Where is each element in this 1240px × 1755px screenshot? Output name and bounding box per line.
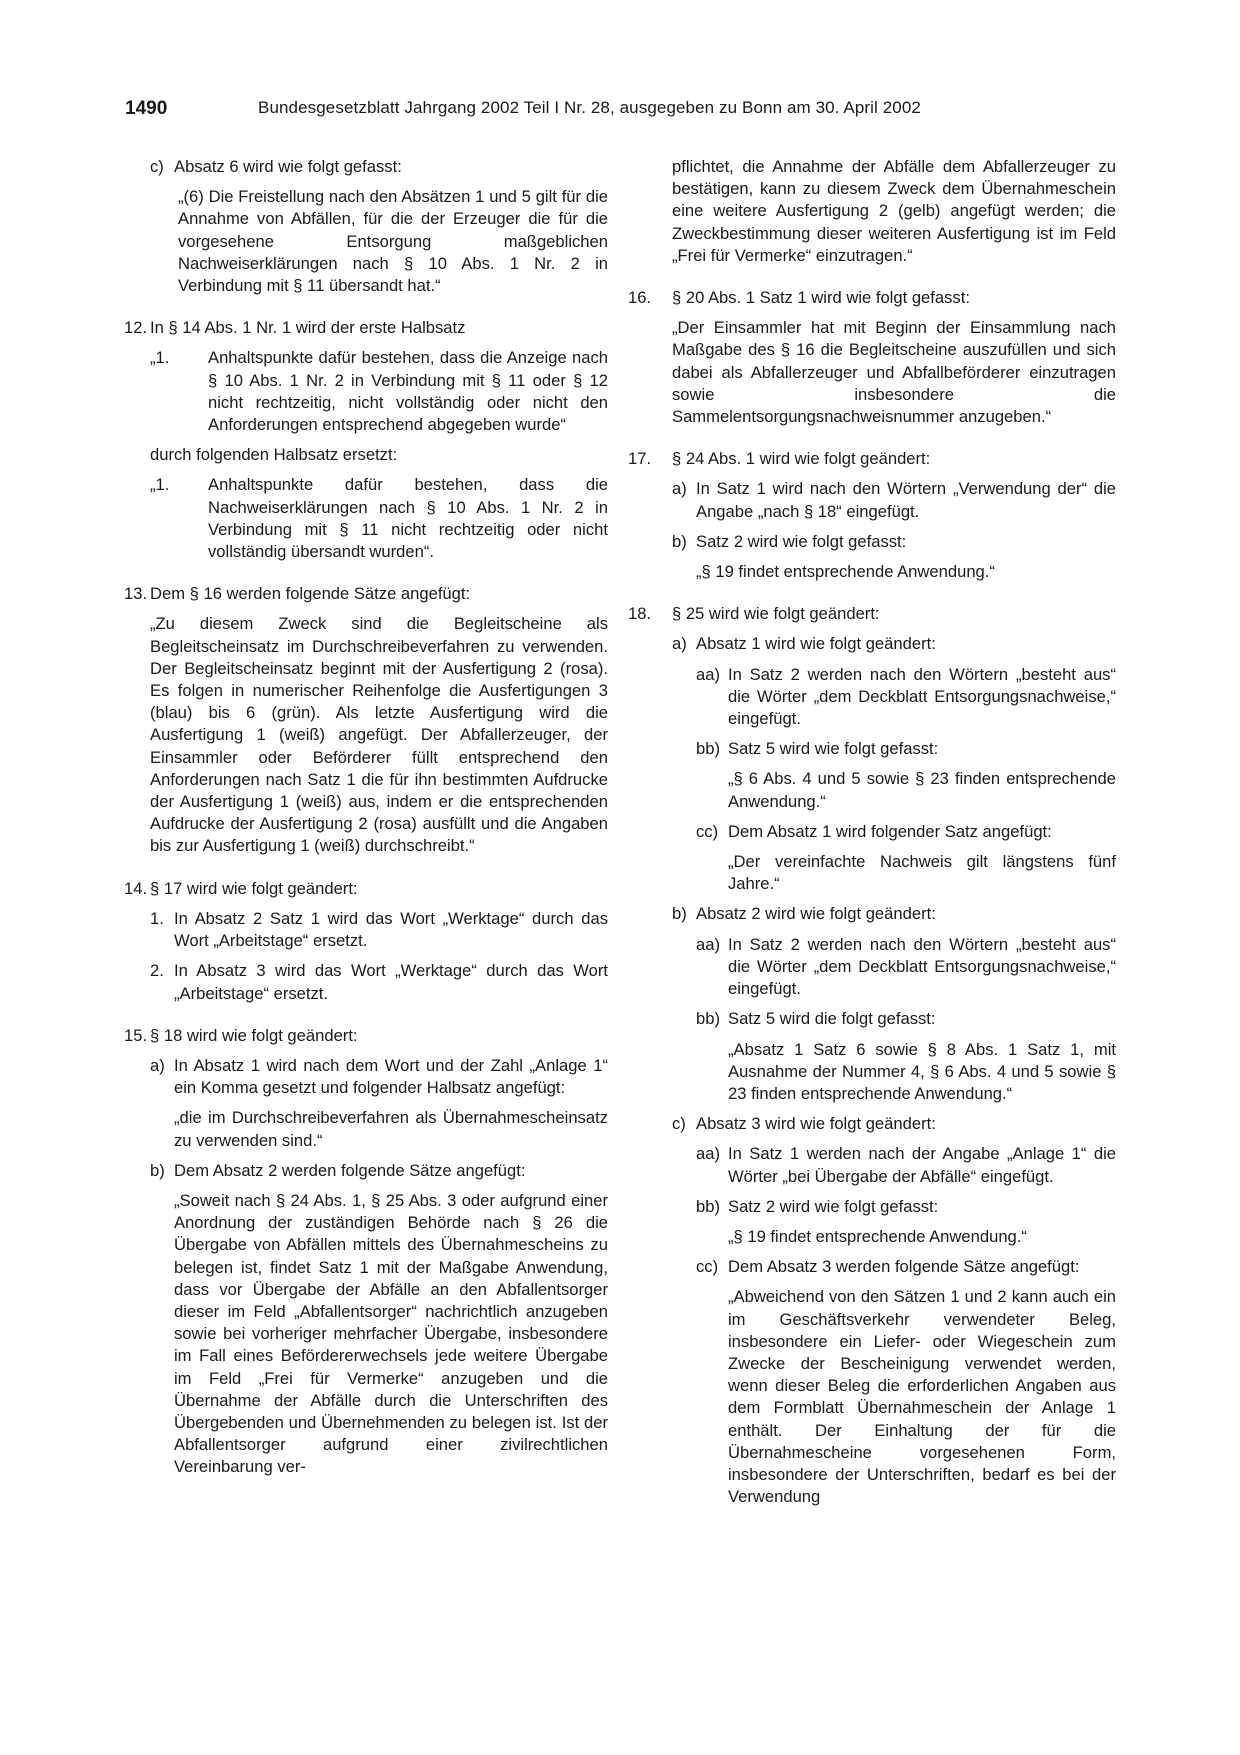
- item-label: cc): [696, 821, 719, 841]
- item-label: aa): [696, 934, 720, 954]
- item-label: a): [672, 634, 687, 654]
- item-text: Satz 5 wird die folgt gefasst:: [728, 1009, 936, 1029]
- section-15: [124, 1025, 608, 1047]
- right-column: [628, 156, 1116, 1508]
- section-text: In § 14 Abs. 1 Nr. 1 wird der erste Halbsatz: [150, 318, 466, 338]
- sub-item-a: [672, 478, 1116, 522]
- section-text: § 18 wird wie folgt geändert:: [150, 1025, 358, 1045]
- sub-item-a: [672, 633, 1116, 655]
- sub-item-aa: [696, 934, 1116, 1001]
- item-text: In Satz 2 werden nach den Wörtern „besteht aus“ die Wörter „dem Deckblatt Entsorgungsnachweise,“ eingefügt.: [728, 664, 1116, 729]
- section-14: [124, 878, 608, 900]
- section-text: § 25 wird wie folgt geändert:: [672, 604, 880, 624]
- item-text: Anhaltspunkte dafür bestehen, dass die Nachweiserklärungen nach § 10 Abs. 1 Nr. 2 in Verbindung mit § 11 nicht rechtzeitig oder nicht vollständig übersandt wurden“.: [208, 475, 608, 562]
- item-label: a): [672, 479, 687, 499]
- quote-item: [150, 347, 608, 436]
- item-text: Absatz 6 wird wie folgt gefasst:: [174, 157, 402, 176]
- quote-block: „Soweit nach § 24 Abs. 1, § 25 Abs. 3 oder aufgrund einer Anordnung der zuständigen Behörde nach § 26 die Übergabe von Abfällen mittels des Übernahmescheins zu belegen ist, findet Satz 1 mit der Maßgabe Anwendung, dass vor Übergabe der Abfälle an den Abfallentsorger dieser im Feld „Abfallentsorger“ nachrichtlich anzugeben sowie bei vorheriger mehrfacher Übergabe, insbesondere im Fall eines Befördererwechsels jede weitere Übergabe im Feld „Frei für Vermerke“ anzugeben und die Übernahme der Abfälle durch die Unterschriften des Übergebenden und Übernehmenden zu belegen ist. Ist der Abfallentsorger aufgrund einer zivilrechtlichen Vereinbarung ver-: [174, 1190, 608, 1477]
- section-number: 13.: [124, 584, 148, 604]
- section-number: 16.: [628, 288, 652, 308]
- section-number: 14.: [124, 878, 148, 898]
- sub-item-bb: [696, 738, 1116, 760]
- running-head: Bundesgesetzblatt Jahrgang 2002 Teil I Nr. 28, ausgegeben zu Bonn am 30. April 2002: [258, 98, 921, 117]
- quote-block: „Absatz 1 Satz 6 sowie § 8 Abs. 1 Satz 1, mit Ausnahme der Nummer 4, § 6 Abs. 4 und 5 sowie § 23 finden entsprechende Anwendung.“: [728, 1039, 1116, 1103]
- item-text: In Absatz 1 wird nach dem Wort und der Zahl „Anlage 1“ ein Komma gesetzt und folgender Halbsatz angefügt:: [174, 1055, 608, 1098]
- item-text: In Absatz 2 Satz 1 wird das Wort „Werktage“ durch das Wort „Arbeitstage“ ersetzt.: [174, 908, 608, 951]
- item-label: bb): [696, 1196, 720, 1216]
- item-text: Dem Absatz 1 wird folgender Satz angefügt:: [728, 821, 1052, 841]
- sub-item-bb: [696, 1008, 1116, 1030]
- quote-block: „§ 19 findet entsprechende Anwendung.“: [728, 1226, 1027, 1246]
- sub-item-aa: [696, 1143, 1116, 1187]
- sub-item-2: [150, 960, 608, 1004]
- section-number: 18.: [628, 604, 652, 624]
- item-label: a): [150, 1055, 165, 1075]
- item-text: Dem Absatz 3 werden folgende Sätze angefügt:: [728, 1257, 1080, 1277]
- item-label: „1.: [150, 475, 170, 495]
- item-label: b): [150, 1160, 165, 1180]
- page-header: [0, 98, 1240, 128]
- quote-block: „Der vereinfachte Nachweis gilt längstens fünf Jahre.“: [728, 852, 1116, 894]
- section-13: [124, 583, 608, 605]
- sub-item-cc: [696, 821, 1116, 843]
- item-label: b): [672, 904, 687, 924]
- quote-block: „Der Einsammler hat mit Beginn der Einsammlung nach Maßgabe des § 16 die Begleitscheine auszufüllen und sich dabei als Abfallerzeuger und Abfallbeförderer einzutragen sowie insbesondere die Sammelentsorgungsnachweisnummer anzugeben.“: [672, 318, 1116, 427]
- item-label: 1.: [150, 908, 164, 928]
- sub-item-a: [150, 1055, 608, 1099]
- quote-block: „Zu diesem Zweck sind die Begleitscheine als Begleitscheinsatz im Durchschreibeverfahren zu verwenden. Der Begleitscheinsatz beginnt mit der Ausfertigung 2 (rosa). Es folgen in numerischer Reihenfolge die Ausfertigungen 3 (blau) bis 6 (grün). Als letzte Ausfertigung wird die Ausfertigung 1 (weiß) angefügt. Der Abfallerzeuger, der Einsammler oder Beförderer füllt entsprechend den Anforderungen nach Satz 1 die für ihn bestimmten Aufdrucke der Ausfertigung 1 (weiß) aus, indem er die entsprechenden Aufdrucke der Ausfertigung 2 (rosa) ausfüllt und die Angaben bis zur Ausfertigung 1 (weiß) durchschreibt.“: [150, 614, 608, 856]
- section-12: [124, 317, 608, 339]
- item-label: 2.: [150, 961, 164, 981]
- item-text: In Satz 1 werden nach der Angabe „Anlage 1“ die Wörter „bei Übergabe der Abfälle“ eingefügt.: [728, 1144, 1116, 1186]
- item-text: Absatz 3 wird wie folgt geändert:: [696, 1114, 936, 1134]
- page-number: 1490: [125, 98, 168, 119]
- section-number: 17.: [628, 449, 652, 469]
- sub-item-bb: [696, 1196, 1116, 1218]
- sub-item-1: [150, 908, 608, 952]
- quote-block: „(6) Die Freistellung nach den Absätzen 1 und 5 gilt für die Annahme von Abfällen, für die der Erzeuger die für die vorgesehene Entsorgung maßgeblichen Nachweiserklärungen nach § 10 Abs. 1 Nr. 2 in Verbindung mit § 11 übersandt hat.“: [178, 187, 608, 296]
- section-text: § 20 Abs. 1 Satz 1 wird wie folgt gefasst:: [672, 288, 970, 308]
- section-text: § 24 Abs. 1 wird wie folgt geändert:: [672, 449, 931, 469]
- quote-block: „Abweichend von den Sätzen 1 und 2 kann auch ein im Geschäftsverkehr verwendeter Beleg, insbesondere ein Liefer- oder Wiegeschein zum Zwecke der Bescheinigung verwendet werden, wenn dieser Beleg die erforderlichen Angaben aus dem Formblatt Übernahmeschein der Anlage 1 enthält. Der Einhaltung der für die Übernahmescheine vorgesehenen Form, insbesondere der Unterschriften, bedarf es bei der Verwendung: [728, 1287, 1116, 1507]
- section-number: 15.: [124, 1025, 148, 1045]
- item-text: Satz 2 wird wie folgt gefasst:: [728, 1196, 939, 1216]
- section-18: [628, 603, 1116, 625]
- item-label: c): [672, 1114, 686, 1134]
- sub-item-b: [672, 903, 1116, 925]
- section-number: 12.: [124, 318, 148, 338]
- item-label: bb): [696, 1009, 720, 1029]
- item-label: c): [150, 157, 164, 176]
- sub-item-c: [124, 156, 608, 178]
- sub-item-aa: [696, 664, 1116, 731]
- item-label: aa): [696, 664, 720, 684]
- item-text: Satz 5 wird wie folgt gefasst:: [728, 739, 939, 759]
- quote-item: [150, 474, 608, 563]
- item-text: Satz 2 wird wie folgt gefasst:: [696, 531, 907, 551]
- item-label: b): [672, 531, 687, 551]
- section-text: Dem § 16 werden folgende Sätze angefügt:: [150, 584, 471, 604]
- sub-item-b: [672, 531, 1116, 553]
- section-16: [628, 287, 1116, 309]
- item-label: „1.: [150, 348, 170, 368]
- item-text: In Satz 2 werden nach den Wörtern „besteht aus“ die Wörter „dem Deckblatt Entsorgungsnachweise,“ eingefügt.: [728, 934, 1116, 999]
- sub-item-c: [672, 1113, 1116, 1135]
- item-text: Absatz 2 wird wie folgt geändert:: [696, 904, 936, 924]
- quote-block: „§ 6 Abs. 4 und 5 sowie § 23 finden entsprechende Anwendung.“: [728, 769, 1116, 811]
- item-text: Dem Absatz 2 werden folgende Sätze angefügt:: [174, 1160, 526, 1180]
- item-text: In Absatz 3 wird das Wort „Werktage“ durch das Wort „Arbeitstage“ ersetzt.: [174, 961, 608, 1003]
- item-text: Absatz 1 wird wie folgt geändert:: [696, 634, 936, 654]
- item-label: cc): [696, 1257, 719, 1277]
- sub-item-cc: [696, 1256, 1116, 1278]
- quote-block: „die im Durchschreibeverfahren als Übernahmescheinsatz zu verwenden sind.“: [174, 1108, 608, 1150]
- section-text: § 17 wird wie folgt geändert:: [150, 878, 358, 898]
- item-text: Anhaltspunkte dafür bestehen, dass die Anzeige nach § 10 Abs. 1 Nr. 2 in Verbindung mit § 11 oder § 12 nicht rechtzeitig, nicht vollständig oder nicht den Anforderungen entsprechend abgegeben wurde“: [208, 348, 608, 435]
- sub-item-b: [150, 1160, 608, 1182]
- continued-text: pflichtet, die Annahme der Abfälle dem Abfallerzeuger zu bestätigen, kann zu diesem Zweck dem Übernahmeschein eine weitere Ausfertigung 2 (gelb) angefügt werden; die Zweckbestimmung dieser weiteren Ausfertigung ist im Feld „Frei für Vermerke“ einzutragen.“: [672, 157, 1116, 265]
- section-mid-text: durch folgenden Halbsatz ersetzt:: [150, 445, 398, 465]
- item-label: bb): [696, 739, 720, 759]
- section-17: [628, 448, 1116, 470]
- left-column: [124, 156, 608, 1479]
- item-label: aa): [696, 1144, 720, 1164]
- item-text: In Satz 1 wird nach den Wörtern „Verwendung der“ die Angabe „nach § 18“ eingefügt.: [696, 479, 1116, 521]
- quote-block: „§ 19 findet entsprechende Anwendung.“: [696, 562, 995, 582]
